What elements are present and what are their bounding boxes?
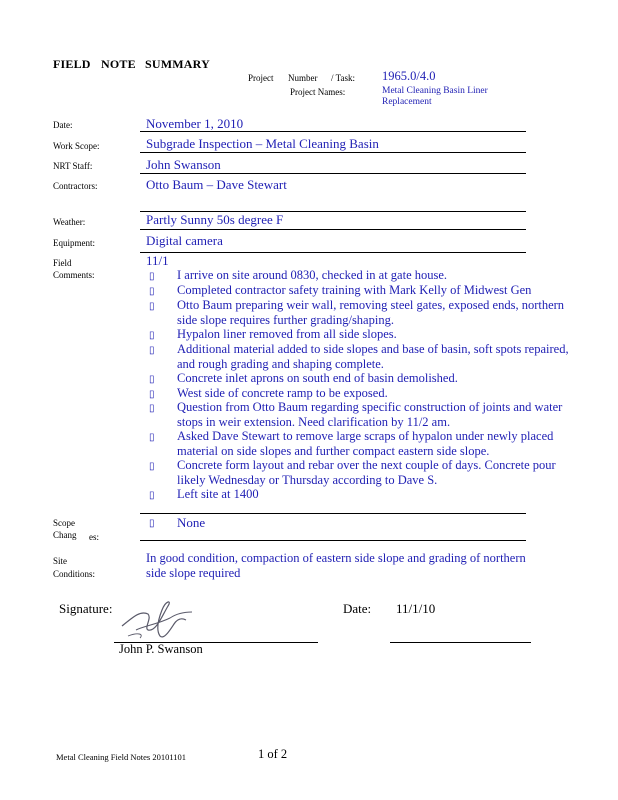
weather-label: Weather:: [53, 217, 86, 227]
title-note: NOTE: [101, 57, 136, 71]
equipment-underline: [140, 252, 526, 253]
comment-item: Concrete form layout and rebar over the next couple of days. Concrete pour likely Wednesday or Thursday according to Dave S.: [177, 458, 556, 487]
signature-date-value: 11/1/10: [396, 601, 436, 616]
field-comments-label-1: Field: [53, 258, 72, 268]
bullet-icon: ▯: [149, 490, 155, 501]
comments-underline: [140, 513, 526, 514]
title-summary: SUMMARY: [145, 57, 210, 71]
field-comments-label-2: Comments:: [53, 270, 95, 280]
project-name-line1: Metal Cleaning Basin Liner: [382, 86, 488, 96]
project-number: 1965.0/4.0: [382, 69, 436, 83]
date-underline: [140, 131, 526, 132]
comment-item: Hypalon liner removed from all side slopes.: [177, 327, 397, 341]
equipment-label: Equipment:: [53, 238, 95, 248]
bullet-icon: ▯: [149, 403, 155, 414]
comment-item: Question from Otto Baum regarding specific construction of joints and water stops in weir extension. Need clarification by 11/2 am.: [177, 400, 563, 429]
title-field: FIELD: [53, 57, 91, 71]
comment-item: Left site at 1400: [177, 487, 259, 501]
nrt-staff-value: John Swanson: [146, 157, 221, 172]
site-conditions-line2: side slope required: [146, 566, 241, 580]
project-label-c: / Task:: [331, 73, 355, 83]
bullet-icon: ▯: [149, 374, 155, 385]
project-label-b: Number: [288, 73, 318, 83]
comment-item: Additional material added to side slopes and base of basin, soft spots repaired, and rough grading and shaping complete.: [177, 342, 569, 371]
signature-date-label: Date:: [343, 601, 372, 616]
comment-item: West side of concrete ramp to be exposed.: [177, 386, 388, 400]
equipment-value: Digital camera: [146, 233, 223, 248]
work-scope-label: Work Scope:: [53, 141, 100, 151]
scope-changes-underline: [140, 540, 526, 541]
bullet-icon: ▯: [149, 286, 155, 297]
comments-date: 11/1: [146, 253, 169, 268]
work-scope-underline: [140, 152, 526, 153]
bullet-icon: ▯: [149, 345, 155, 356]
weather-value: Partly Sunny 50s degree F: [146, 212, 284, 227]
footer-page-number: 1 of 2: [258, 747, 288, 761]
contractors-label: Contractors:: [53, 181, 98, 191]
contractors-value: Otto Baum – Dave Stewart: [146, 177, 287, 192]
handwritten-signature: [118, 596, 198, 642]
comment-item: Otto Baum preparing weir wall, removing steel gates, exposed ends, northern side slope requires further grading/shaping.: [177, 298, 565, 327]
scope-changes-label-3: es:: [89, 532, 99, 542]
date-value: November 1, 2010: [146, 116, 244, 131]
bullet-icon: ▯: [149, 389, 155, 400]
scope-changes-value: None: [177, 515, 206, 530]
weather-underline: [140, 229, 526, 230]
footer-file-name: Metal Cleaning Field Notes 20101101: [56, 752, 187, 762]
bullet-icon: ▯: [149, 432, 155, 443]
project-names-label: Project Names:: [290, 87, 346, 97]
bullet-icon: ▯: [149, 271, 155, 282]
nrt-staff-label: NRT Staff:: [53, 161, 93, 171]
comment-item: Concrete inlet aprons on south end of basin demolished.: [177, 371, 458, 385]
site-conditions-line1: In good condition, compaction of eastern side slope and grading of northern: [146, 551, 526, 565]
site-conditions-label-1: Site: [53, 556, 68, 566]
bullet-icon: ▯: [149, 518, 155, 529]
scope-changes-label-1: Scope: [53, 518, 75, 528]
site-conditions-label-2: Conditions:: [53, 569, 96, 579]
nrt-staff-underline: [140, 173, 526, 174]
signature-name: John P. Swanson: [119, 642, 203, 656]
date-signature-line: [390, 642, 531, 643]
scope-changes-label-2: Chang: [53, 530, 77, 540]
bullet-icon: ▯: [149, 301, 155, 312]
comment-item: I arrive on site around 0830, checked in at gate house.: [177, 268, 448, 282]
comment-item: Completed contractor safety training with Mark Kelly of Midwest Gen: [177, 283, 532, 297]
signature-label: Signature:: [59, 601, 113, 616]
project-name-line2: Replacement: [382, 97, 432, 107]
project-label-a: Project: [248, 73, 274, 83]
comment-item: Asked Dave Stewart to remove large scraps of hypalon under newly placed material on side slopes and further compact eastern side slope.: [177, 429, 554, 458]
work-scope-value: Subgrade Inspection – Metal Cleaning Basin: [146, 136, 379, 151]
date-label: Date:: [53, 120, 73, 130]
bullet-icon: ▯: [149, 461, 155, 472]
bullet-icon: ▯: [149, 330, 155, 341]
